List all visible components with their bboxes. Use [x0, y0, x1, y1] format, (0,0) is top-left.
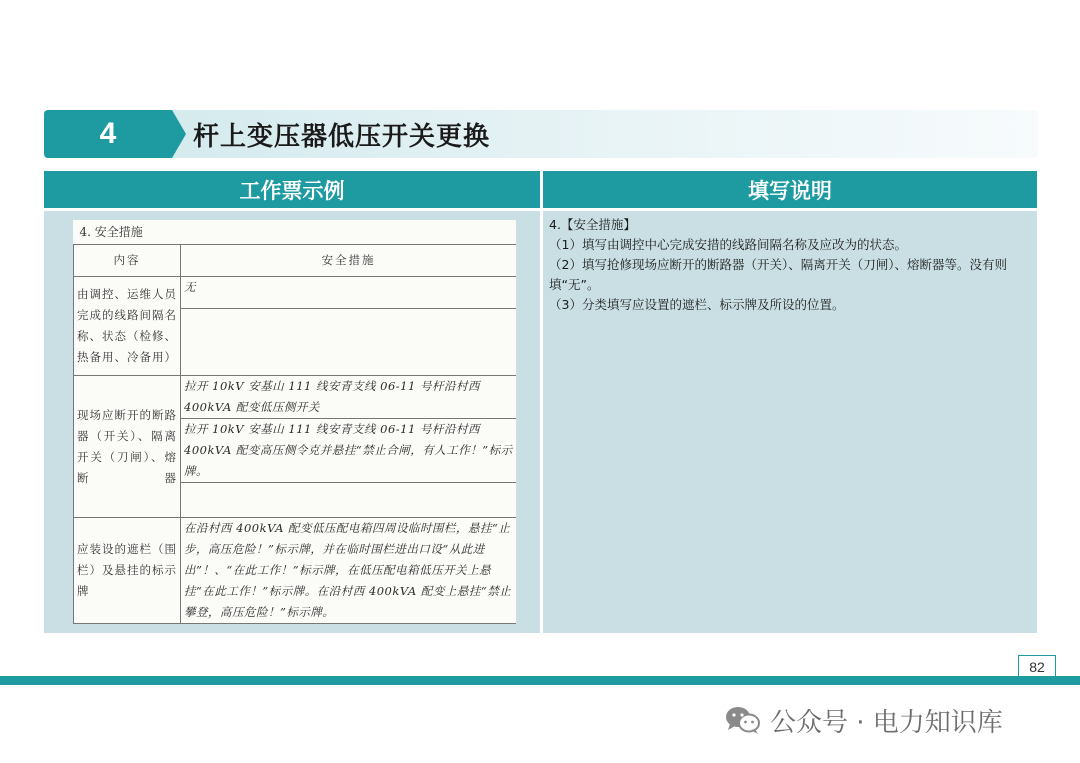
wechat-icon	[724, 704, 762, 736]
instruction-line-2: （2）填写抢修现场应断开的断路器（开关）、隔离开关（刀闸）、熔断器等。没有则填“无”。	[549, 257, 1007, 292]
entry-breakers-2: 拉开 10kV 安基山 111 线安青支线 06-11 号杆沿村西 400kVA 配变高压侧令克并悬挂“禁止合闸，有人工作！”标示牌。	[181, 419, 517, 483]
safety-measures-table	[73, 220, 516, 624]
entry-breakers-1: 拉开 10kV 安基山 111 线安青支线 06-11 号杆沿村西 400kVA 配变低压侧开关	[181, 376, 517, 419]
title-arrow	[172, 110, 186, 158]
section-number: 4	[44, 110, 172, 158]
header-instructions: 填写说明	[543, 171, 1037, 208]
work-ticket-form	[73, 220, 516, 624]
watermark	[724, 700, 1003, 740]
row-label-barriers: 应装设的遮栏（围栏）及悬挂的标示牌	[74, 518, 181, 624]
footer-bar	[0, 676, 1080, 685]
col-header-measures: 安全措施	[181, 245, 517, 277]
page-title: 杆上变压器低压开关更换	[193, 121, 491, 152]
instructions-text	[549, 215, 1033, 315]
instruction-line-3: （3）分类填写应设置的遮栏、标示牌及所设的位置。	[549, 297, 845, 312]
entry-line-bays-2	[181, 308, 517, 375]
instruction-heading: 4.【安全措施】	[549, 217, 636, 232]
watermark-text: 公众号 · 电力知识库	[770, 707, 1003, 738]
row-label-line-bays: 由调控、运维人员完成的线路间隔名称、状态（检修、热备用、冷备用）	[74, 277, 181, 376]
page-number: 82	[1018, 655, 1056, 679]
entry-line-bays-1: 无	[181, 277, 517, 309]
header-example: 工作票示例	[44, 171, 540, 208]
entry-barriers-1: 在沿村西 400kVA 配变低压配电箱四周设临时围栏，悬挂“止步，高压危险！”标示牌，并在临时围栏进出口设“从此进出”！、“在此工作！”标示牌，在低压配电箱低压开关上悬挂“在此工作！”标示牌。在沿村西 400kVA 配变上悬挂“禁止攀登，高压危险！”标示牌。	[181, 518, 517, 624]
entry-breakers-3	[181, 483, 517, 518]
col-header-content: 内容	[74, 245, 181, 277]
row-label-breakers: 现场应断开的断路器（开关）、隔离开关（刀闸）、熔断器	[74, 376, 181, 518]
instruction-line-1: （1）填写由调控中心完成安措的线路间隔名称及应改为的状态。	[549, 237, 907, 252]
form-section-title: 4. 安全措施	[74, 220, 517, 245]
